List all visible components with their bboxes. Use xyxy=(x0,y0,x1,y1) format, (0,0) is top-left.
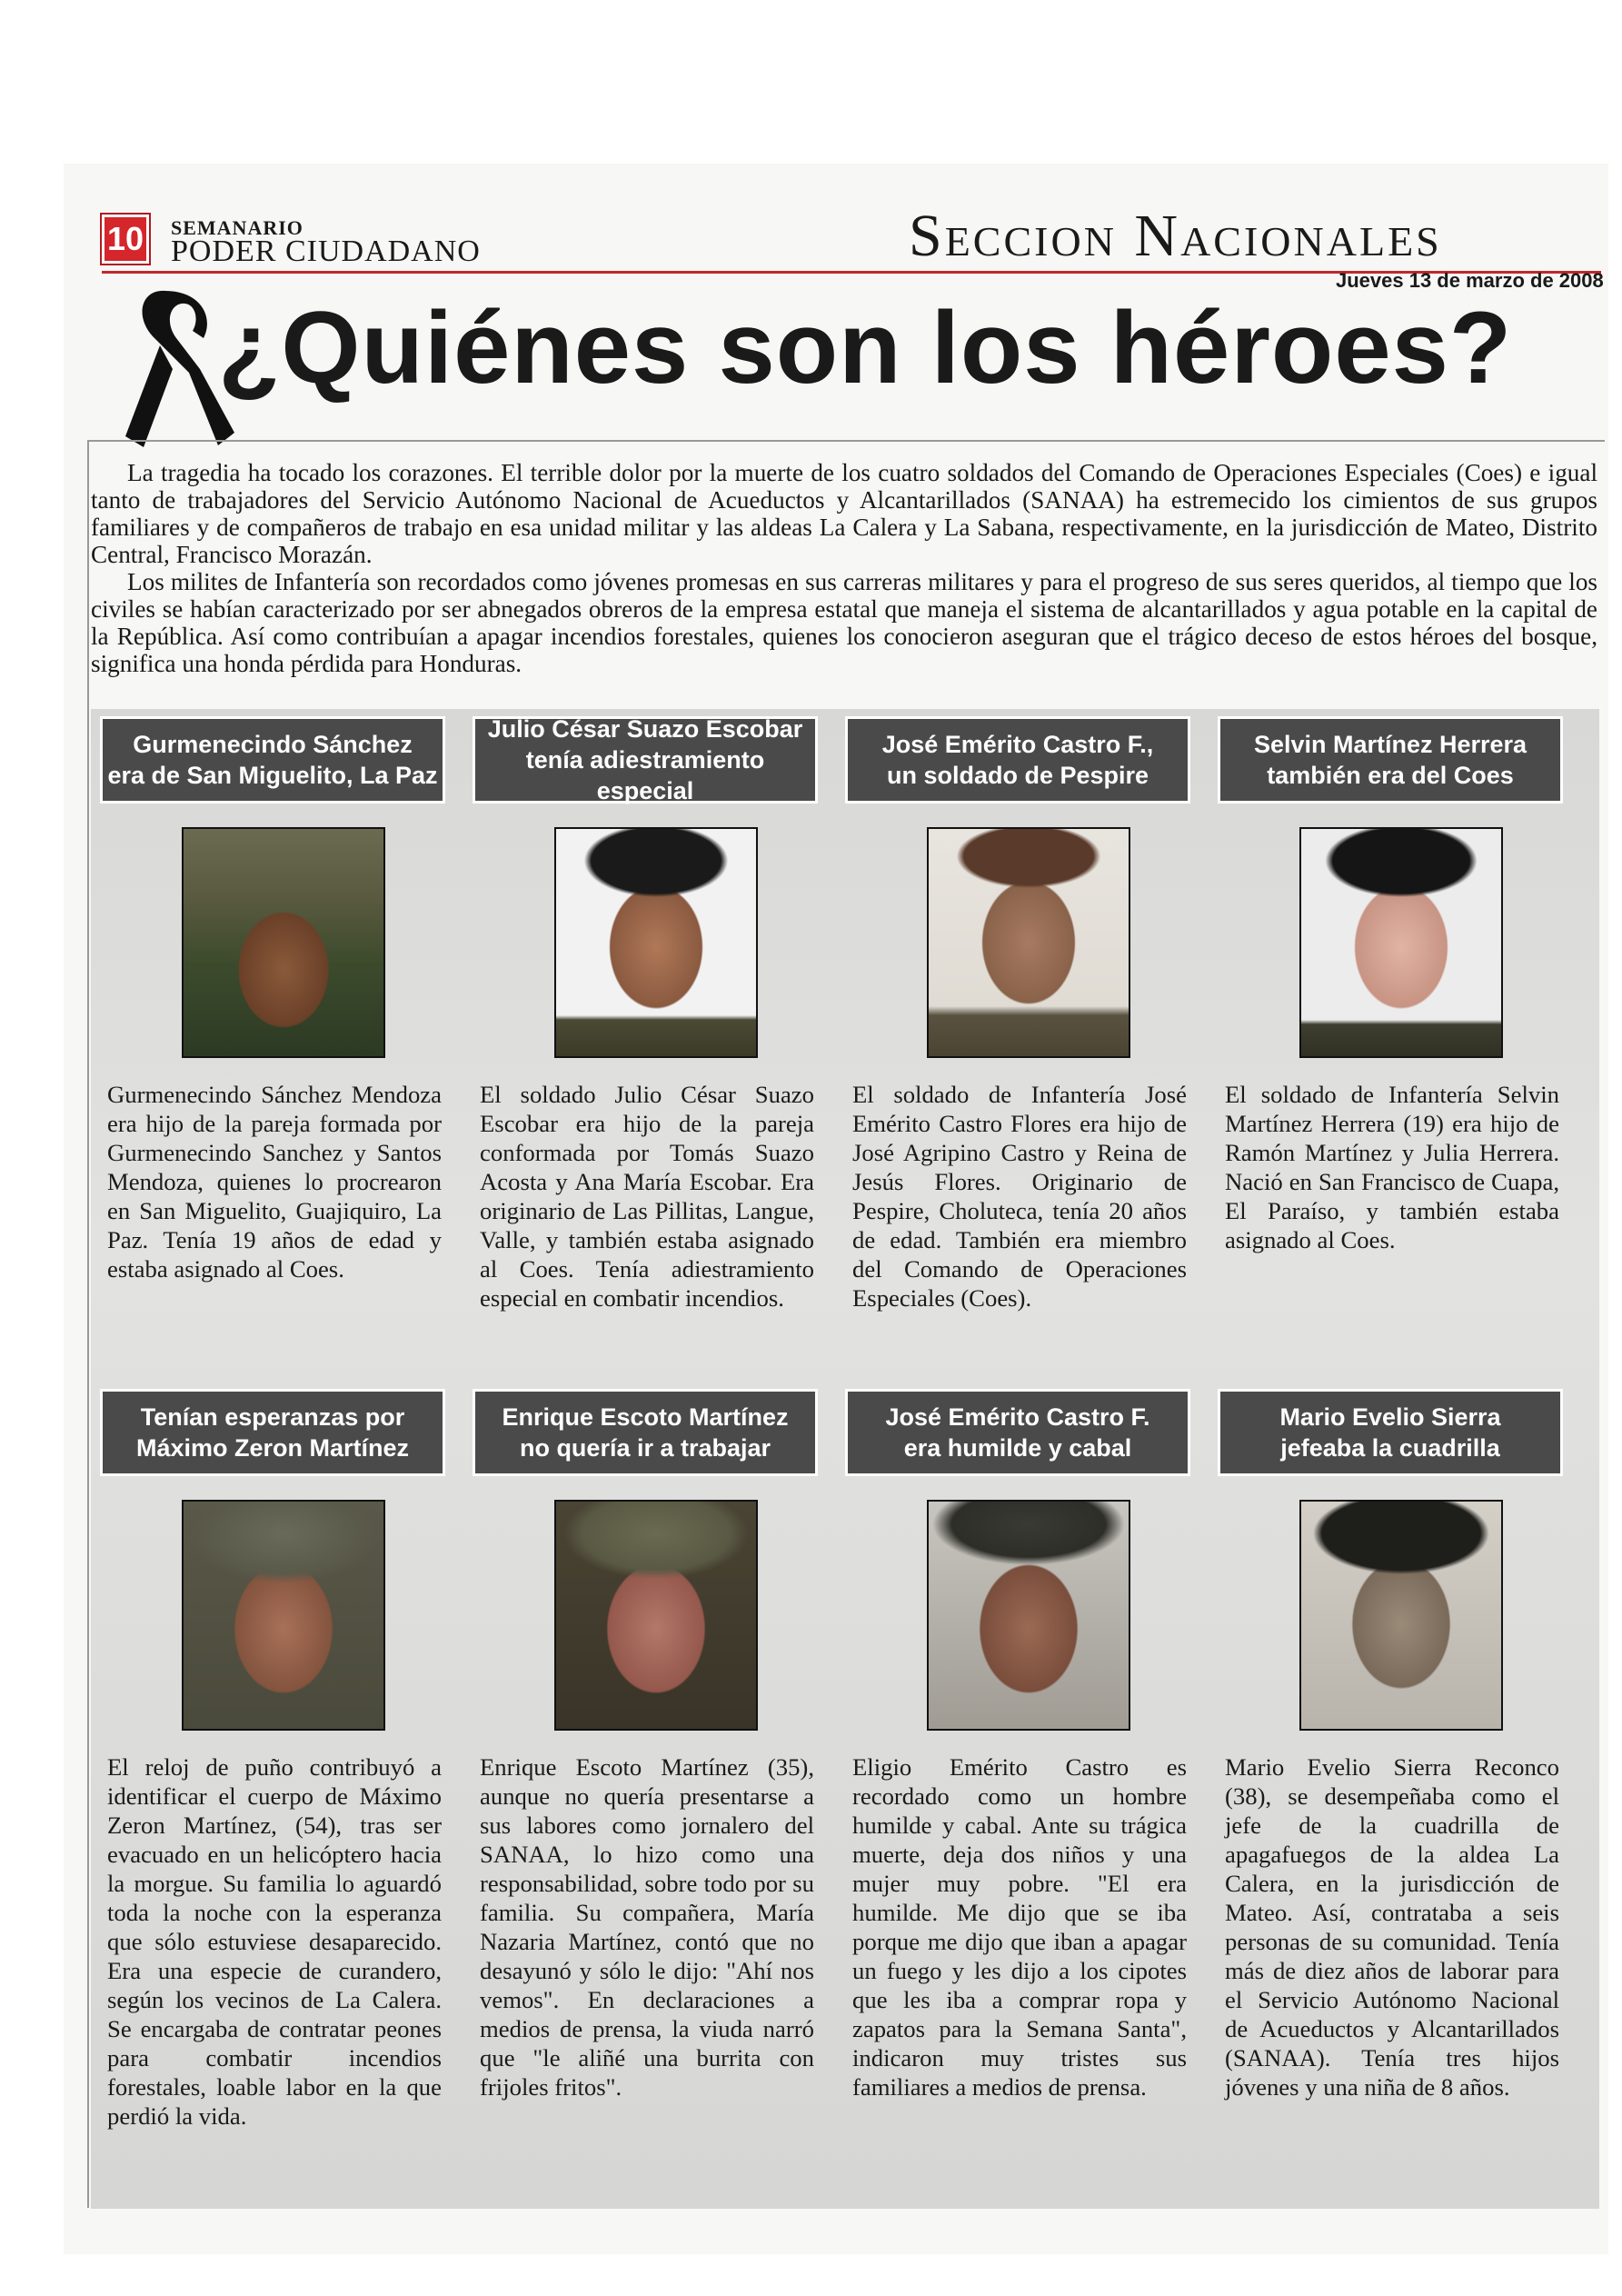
page-number: 10 xyxy=(102,215,149,264)
profile-caption: El soldado Julio César Suazo Escobar era hijo de la pareja conformada por Tomás Suazo Acosta y Ana María Escobar. Era originario de Las Pillitas, Langue, Valle, y también estaba asignado al Coes. Tenía adiestramiento especial en combatir incendios. xyxy=(480,1081,814,1312)
profile-title: Julio César Suazo Escobar xyxy=(487,715,803,743)
frame-line xyxy=(87,440,89,2208)
profile-header xyxy=(845,1389,1190,1476)
profile-title: Tenían esperanzas por xyxy=(140,1403,405,1431)
profile-subtitle: Máximo Zeron Martínez xyxy=(135,1434,410,1462)
profile-photo xyxy=(927,827,1130,1058)
profile-caption: El reloj de puño contribuyó a identificar el cuerpo de Máximo Zeron Martínez, (54), tras ser evacuado en un helicóptero hacia la morgue. Su familia lo aguardó toda la noche con la esperanza que sólo estuviese desaparecido. Era una especie de curandero, según los vecinos de La Calera. Se encargaba de contratar peones para combatir incendios forestales, loable labor en la que perdió la vida. xyxy=(107,1753,442,2130)
intro-text xyxy=(91,459,1597,677)
profile-photo xyxy=(927,1500,1130,1731)
profile-photo xyxy=(182,1500,385,1731)
profile-caption: Eligio Emérito Castro es recordado como un hombre humilde y cabal. Ante su trágica muerte, deja dos niños y una mujer muy pobre. "El era humilde. Me dijo que se iba porque me dijo que iban a apagar un fuego y les dijo a los cipotes que les iba a comprar ropa y zapatos para la Semana Santa", indicaron muy tristes sus familiares a medios de prensa. xyxy=(852,1753,1187,2101)
profile-photo xyxy=(554,1500,758,1731)
profile-title: Gurmenecindo Sánchez xyxy=(133,731,413,758)
frame-line xyxy=(87,440,1605,442)
profile-header xyxy=(473,716,818,804)
profile-title: Selvin Martínez Herrera xyxy=(1253,731,1527,758)
profile-header xyxy=(100,1389,445,1476)
profile-subtitle: también era del Coes xyxy=(1267,762,1514,789)
profiles-grid xyxy=(91,709,1599,2209)
profile-subtitle: jefeaba la cuadrilla xyxy=(1280,1434,1500,1462)
profile-subtitle: era de San Miguelito, La Paz xyxy=(107,762,438,789)
publication-name: PODER CIUDADANO xyxy=(171,235,481,268)
profile-caption: Enrique Escoto Martínez (35), aunque no quería presentarse a sus labores como jornalero del SANAA, lo hizo como una responsabilidad, sobre todo por su familia. Su compañera, María Nazaria Martínez, contó que no desayunó y sólo le dijo: "Ahí nos vemos". En declaraciones a medios de prensa, la viuda narró que "le aliñé una burrita con frijoles fritos". xyxy=(480,1753,814,2101)
intro-paragraph: La tragedia ha tocado los corazones. El terrible dolor por la muerte de los cuatro soldados del Comando de Operaciones Especiales (Coes) e igual tanto de trabajadores del Servicio Autónomo Nacional de Acueductos y Alcantarillados (SANAA) ha estremecido los cimientos de sus grupos familiares y de compañeros de trabajo en esa unidad militar y las aldeas La Calera y La Sabana, respectivamente, en la jurisdicción de Mateo, Distrito Central, Francisco Morazán. xyxy=(91,459,1597,568)
profile-header xyxy=(100,716,445,804)
profile-caption: El soldado de Infantería José Emérito Castro Flores era hijo de José Agripino Castro y Reina de Jesús Flores. Originario de Pespire, Choluteca, tenía 20 años de edad. También era miembro del Comando de Operaciones Especiales (Coes). xyxy=(852,1081,1187,1312)
profile-caption: Mario Evelio Sierra Reconco (38), se desempeñaba como el jefe de la cuadrilla de apagafuegos de la aldea La Calera, en la jurisdicción de Mateo. Así, contrataba a seis personas de su comunidad. Tenía más de diez años de laborar para el Servicio Autónomo Nacional de Acueductos y Alcantarillados (SANAA). Tenía tres hijos jóvenes y una niña de 8 años. xyxy=(1225,1753,1559,2101)
profile-header xyxy=(845,716,1190,804)
profile-title: Enrique Escoto Martínez xyxy=(502,1403,789,1431)
profile-photo xyxy=(1299,1500,1503,1731)
profile-photo xyxy=(182,827,385,1058)
publication-label: SEMANARIO xyxy=(171,216,304,239)
profile-caption: El soldado de Infantería Selvin Martínez Herrera (19) era hijo de Ramón Martínez y Julia Herrera. Nació en San Francisco de Cuapa, El Paraíso, y también estaba asignado al Coes. xyxy=(1225,1081,1559,1253)
profile-subtitle: no quería ir a trabajar xyxy=(519,1434,771,1462)
profile-subtitle: un soldado de Pespire xyxy=(886,762,1149,789)
profile-photo xyxy=(1299,827,1503,1058)
profile-header xyxy=(473,1389,818,1476)
profile-photo xyxy=(554,827,758,1058)
profile-caption: Gurmenecindo Sánchez Mendoza era hijo de la pareja formada por Gurmenecindo Sanchez y Santos Mendoza, quienes lo procrearon en San Miguelito, Guajiquiro, La Paz. Tenía 19 años de edad y estaba asignado al Coes. xyxy=(107,1081,442,1283)
profile-subtitle: era humilde y cabal xyxy=(903,1434,1132,1462)
profile-title: Mario Evelio Sierra xyxy=(1279,1403,1501,1431)
profile-title: José Emérito Castro F., xyxy=(881,731,1154,758)
profile-title: José Emérito Castro F. xyxy=(885,1403,1150,1431)
issue-date: Jueves 13 de marzo de 2008 xyxy=(1336,269,1604,292)
intro-paragraph: Los milites de Infantería son recordados como jóvenes promesas en sus carreras militares y para el progreso de sus seres queridos, al tiempo que los civiles se habían caracterizado por ser abnegados obreros de la empresa estatal que maneja el sistema de alcantarillados y agua potable en la capital de la República. Así como contribuían a apagar incendios forestales, quienes los conocieron aseguran que el trágico deceso de estos héroes del bosque, significa una honda pérdida para Honduras. xyxy=(91,568,1597,677)
headline: ¿Quiénes son los héroes? xyxy=(218,291,1513,404)
section-title: Seccion Nacionales xyxy=(909,203,1442,269)
profile-subtitle: tenía adiestramiento especial xyxy=(525,746,765,804)
profile-header xyxy=(1218,1389,1563,1476)
profile-header xyxy=(1218,716,1563,804)
